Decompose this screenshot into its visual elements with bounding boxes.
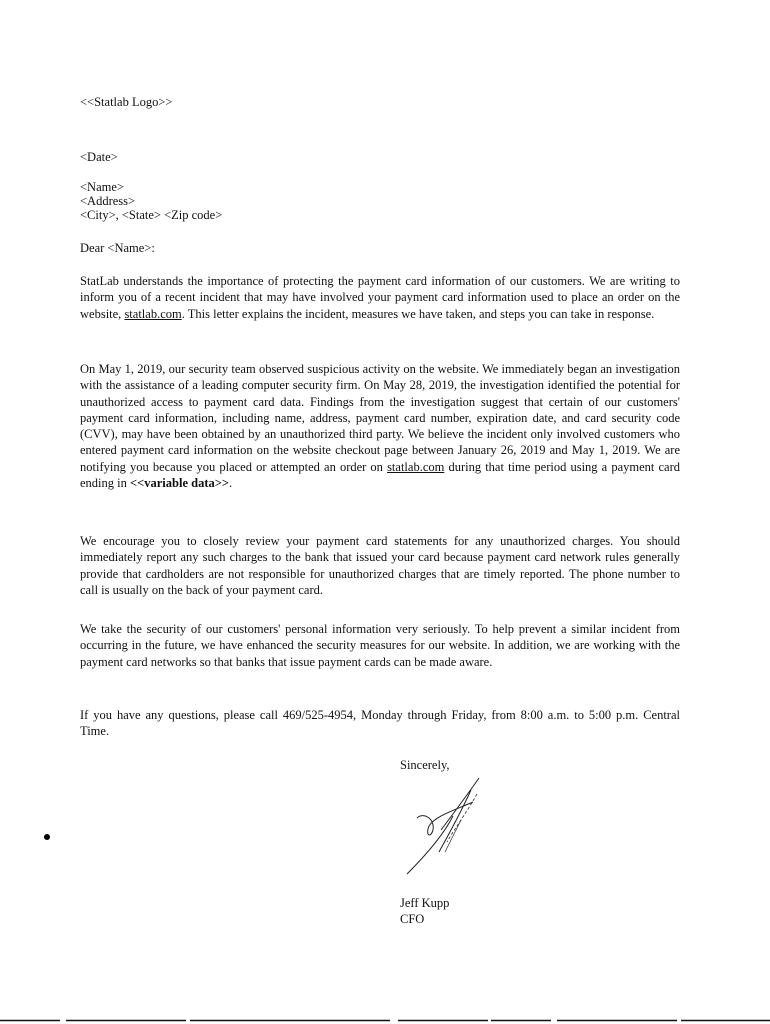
recipient-name: <Name> <box>80 180 124 194</box>
paragraph-intro-text-b: . This letter explains the incident, measures we have taken, and steps you can take in response. <box>181 306 655 321</box>
signer-name: Jeff Kupp <box>400 896 450 910</box>
date-placeholder: <Date> <box>80 150 118 164</box>
paragraph-intro <box>80 273 680 322</box>
closing: Sincerely, <box>400 758 450 772</box>
variable-data-placeholder: <<variable data>> <box>130 476 229 491</box>
recipient-city-state-zip: <City>, <State> <Zip code> <box>80 208 223 222</box>
paragraph-contact: If you have any questions, please call 469/525-4954, Monday through Friday, from 8:00 a.m. to 5:00 p.m. Central Time. <box>80 708 680 739</box>
signer-block <box>400 895 449 927</box>
recipient-address: <Address> <box>80 194 136 208</box>
paragraph-incident-text-b: during that time period using a payment card ending in <box>80 459 680 491</box>
scan-speck <box>44 834 50 840</box>
bottom-scan-edge <box>0 1019 770 1022</box>
salutation: Dear <Name>: <box>80 241 155 255</box>
signature-image <box>395 772 505 882</box>
paragraph-recommendation: We encourage you to closely review your payment card statements for any unauthorized charges. You should immediately report any such charges to the bank that issued your card because payment card network rules generally provide that cardholders are not responsible for unauthorized charges that are timely reported. The phone number to call is usually on the back of your payment card. <box>80 534 680 597</box>
recipient-address-block <box>80 180 222 222</box>
signer-title: CFO <box>400 912 425 926</box>
paragraph-security: We take the security of our customers' personal information very seriously. To help prevent a similar incident from occurring in the future, we have enhanced the security measures for our website. In addition, we are working with the payment card networks so that banks that issue payment cards can be made aware. <box>80 622 680 669</box>
paragraph-incident-text-c: . <box>228 476 233 491</box>
logo-placeholder: <<Statlab Logo>> <box>80 95 173 109</box>
website-link[interactable]: statlab.com <box>124 306 182 321</box>
website-link-2[interactable]: statlab.com <box>387 459 445 474</box>
paragraph-incident-text-a: On May 1, 2019, our security team observed suspicious activity on the website. We immediately began an investigation with the assistance of a leading computer security firm. On May 28, 2019, the investigation identified the potential for unauthorized access to payment card data. Findings from the investigation suggest that certain of our customers' payment card information, including name, address, payment card number, expiration date, and card security code (CVV), may have been obtained by an unauthorized third party. We believe the incident only involved customers who entered payment card information on the website checkout page between January 26, 2019 and May 1, 2019. We are notifying you because you placed or attempted an order on <box>80 362 680 474</box>
paragraph-incident <box>80 361 680 491</box>
paragraph-intro-text-a: StatLab understands the importance of protecting the payment card information of our customers. We are writing to inform you of a recent incident that may have involved your payment card information used to place an order on the website, <box>80 274 680 321</box>
